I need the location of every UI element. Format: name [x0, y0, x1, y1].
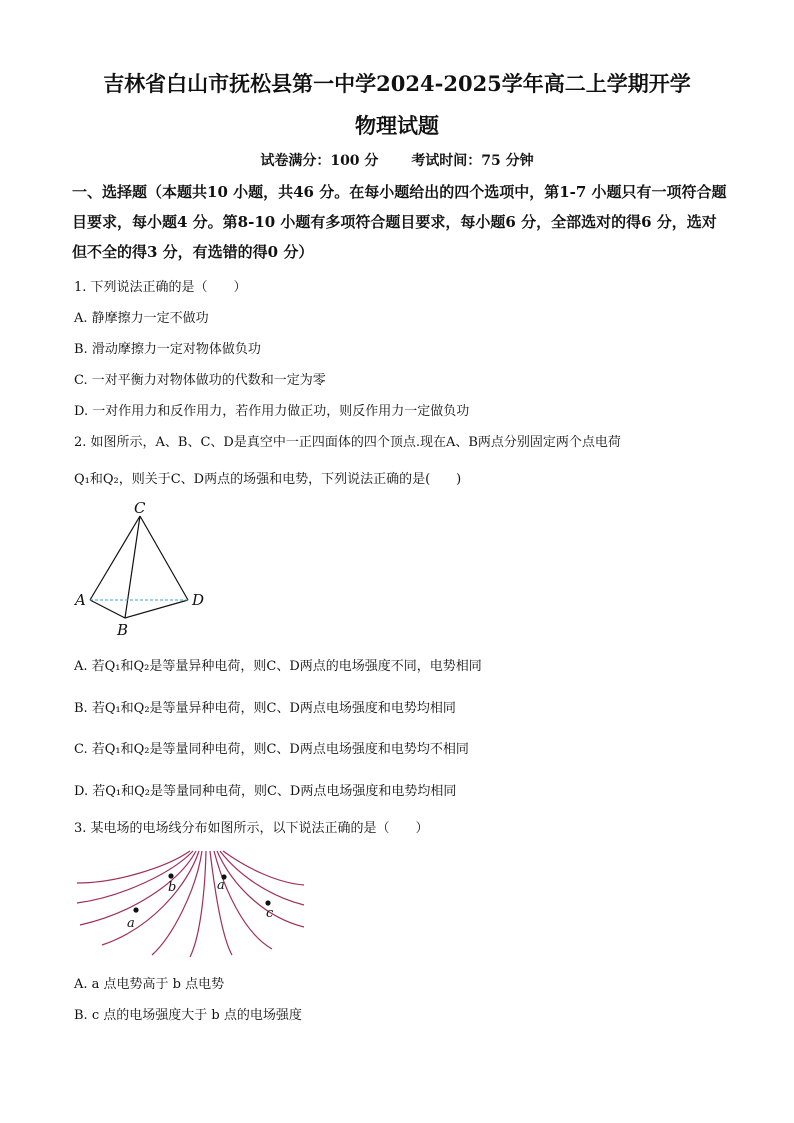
page-title: 吉林省白山市抚松县第一中学2024-2025学年高二上学期开学: [103, 71, 691, 96]
q2-stem-line1: 2. 如图所示，A、B、C、D是真空中一正四面体的四个顶点.现在A、B两点分别固定两个点电荷: [74, 435, 621, 450]
section-heading: 一、选择题（本题共10 小题，共46 分。在每小题给出的四个选项中，第1-7 小题只有一项符合题目要求，每小题4 分。第8-10 小题有多项符合题目要求，每小题6 分，全部选对的得6 分，选对但不全的得3 分，有选错的得0 分）: [72, 183, 727, 261]
edge-ab: [90, 600, 125, 618]
tetrahedron-figure: [70, 498, 220, 643]
point-label-a-left: a: [127, 916, 135, 931]
edge-ca: [90, 516, 140, 600]
vertex-label-c: C: [134, 499, 146, 517]
q1-option-b: B. 滑动摩擦力一定对物体做负功: [74, 342, 261, 357]
page-subtitle: 物理试题: [355, 113, 439, 138]
point-label-c: c: [266, 906, 274, 921]
point-b: [168, 873, 173, 878]
full-score: 试卷满分：100 分: [260, 153, 379, 169]
field-line: [214, 851, 272, 949]
point-c: [265, 900, 270, 905]
q2-option-a: A. 若Q₁和Q₂是等量异种电荷，则C、D两点的电场强度不同，电势相同: [74, 659, 482, 674]
field-line: [210, 851, 232, 955]
q2-option-c: C. 若Q₁和Q₂是等量同种电荷，则C、D两点电场强度和电势均不相同: [74, 742, 469, 757]
vertex-label-b: B: [117, 621, 129, 639]
q3-option-b: B. c 点的电场强度大于 b 点的电场强度: [74, 1008, 302, 1023]
point-label-a-right: a: [217, 878, 225, 893]
vertex-label-a: A: [75, 591, 86, 609]
q1-option-c: C. 一对平衡力对物体做功的代数和一定为零: [74, 373, 326, 388]
vertex-label-d: D: [192, 591, 205, 609]
exam-time: 考试时间：75 分钟: [411, 153, 534, 169]
field-line: [102, 851, 199, 945]
q3-stem: 3. 某电场的电场线分布如图所示，以下说法正确的是（ ）: [74, 821, 429, 836]
q2-option-b: B. 若Q₁和Q₂是等量异种电荷，则C、D两点电场强度和电势均相同: [74, 701, 456, 716]
q3-option-a: A. a 点电势高于 b 点电势: [74, 977, 225, 992]
q1-option-a: A. 静摩擦力一定不做功: [74, 311, 209, 326]
point-label-b: b: [168, 880, 177, 895]
q2-option-d: D. 若Q₁和Q₂是等量同种电荷，则C、D两点电场强度和电势均相同: [74, 784, 457, 799]
edge-cd: [140, 516, 188, 600]
edge-cb: [125, 516, 140, 618]
point-a-left: [133, 907, 138, 912]
field-lines-figure: [72, 845, 312, 960]
exam-meta: [0, 150, 794, 170]
edge-bd: [125, 600, 188, 618]
q1-stem: 1. 下列说法正确的是（ ）: [74, 280, 247, 295]
q1-option-d: D. 一对作用力和反作用力，若作用力做正功，则反作用力一定做负功: [74, 404, 470, 419]
q2-stem-line2: Q₁和Q₂，则关于C、D两点的场强和电势，下列说法正确的是( ): [74, 472, 462, 487]
